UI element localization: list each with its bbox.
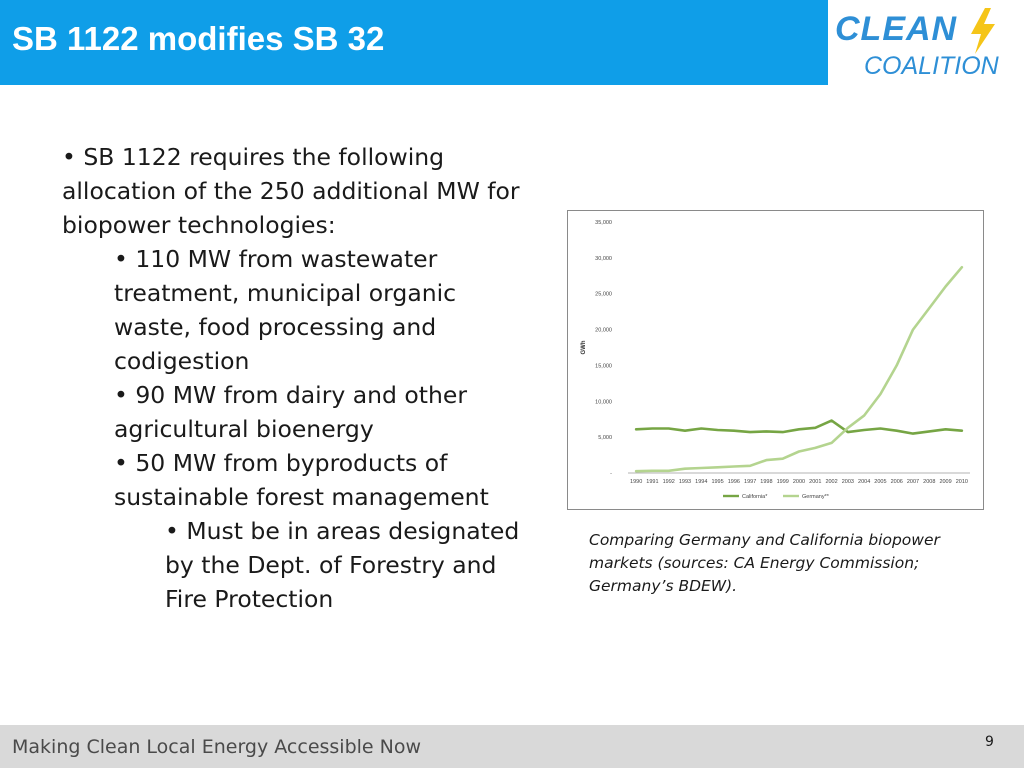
x-tick-label: 1991 bbox=[646, 479, 659, 485]
y-tick-label: 15,000 bbox=[595, 363, 612, 370]
logo-word-coalition: COALITION bbox=[864, 52, 999, 80]
y-tick-label: 5,000 bbox=[598, 435, 612, 442]
x-tick-label: 2009 bbox=[939, 479, 952, 485]
y-tick-label: 35,000 bbox=[595, 220, 612, 226]
y-tick-label: 10,000 bbox=[595, 399, 612, 406]
x-tick-label: 1993 bbox=[678, 479, 692, 485]
bullet-list bbox=[62, 140, 532, 616]
x-tick-label: 1999 bbox=[776, 479, 789, 485]
y-tick-label: 25,000 bbox=[595, 291, 612, 298]
bullet-wastewater: • 110 MW from wastewater treatment, municipal organic waste, food processing and codigestion bbox=[114, 245, 457, 375]
x-tick-label: 1997 bbox=[744, 479, 757, 485]
x-tick-label: 2000 bbox=[792, 479, 806, 485]
x-tick-label: 2002 bbox=[825, 479, 838, 485]
x-tick-label: 1990 bbox=[630, 479, 643, 485]
chart-svg bbox=[568, 211, 985, 511]
bullet-forestry-areas: • Must be in areas designated by the Dept. of Forestry and Fire Protection bbox=[165, 517, 520, 613]
chart-caption: Comparing Germany and California biopower markets (sources: CA Energy Commission; Germany’s BDEW). bbox=[589, 531, 940, 595]
x-tick-label: 1995 bbox=[711, 479, 724, 485]
biopower-chart bbox=[567, 210, 984, 510]
legend-label: California* bbox=[742, 494, 768, 500]
x-tick-label: 1996 bbox=[727, 479, 740, 485]
bullet-level1: • SB 1122 requires the following allocation of the 250 additional MW for biopower technologies: bbox=[62, 143, 520, 239]
slide-title: SB 1122 modifies SB 32 bbox=[12, 20, 385, 57]
logo-word-clean: CLEAN bbox=[835, 10, 958, 48]
x-tick-label: 2007 bbox=[906, 479, 920, 485]
x-tick-label: 2005 bbox=[874, 479, 887, 485]
x-tick-label: 2008 bbox=[923, 479, 936, 485]
x-tick-label: 2003 bbox=[841, 479, 854, 485]
y-tick-label: 30,000 bbox=[595, 255, 612, 262]
bullet-dairy: • 90 MW from dairy and other agricultural bioenergy bbox=[114, 381, 468, 443]
x-tick-label: 2006 bbox=[890, 479, 903, 485]
x-tick-label: 2010 bbox=[955, 479, 968, 485]
title-bar bbox=[0, 0, 828, 85]
footer-tagline: Making Clean Local Energy Accessible Now bbox=[12, 736, 422, 758]
clean-coalition-logo bbox=[830, 0, 1024, 85]
x-tick-label: 2001 bbox=[809, 479, 822, 485]
page-number: 9 bbox=[985, 734, 994, 750]
legend-label: Germany** bbox=[802, 494, 829, 500]
y-tick-label: 20,000 bbox=[595, 327, 612, 334]
x-tick-label: 2004 bbox=[858, 479, 871, 485]
x-tick-label: 1994 bbox=[695, 479, 708, 485]
lightning-bolt-icon bbox=[965, 6, 999, 56]
y-tick-label: - bbox=[610, 471, 612, 477]
series-line-0 bbox=[636, 421, 962, 434]
x-tick-label: 1992 bbox=[662, 479, 675, 485]
footer-bar bbox=[0, 725, 1024, 768]
x-tick-label: 1998 bbox=[760, 479, 773, 485]
bullet-forest: • 50 MW from byproducts of sustainable forest management bbox=[114, 449, 489, 511]
series-line-1 bbox=[636, 267, 962, 471]
y-axis-title: GWh bbox=[581, 340, 587, 355]
